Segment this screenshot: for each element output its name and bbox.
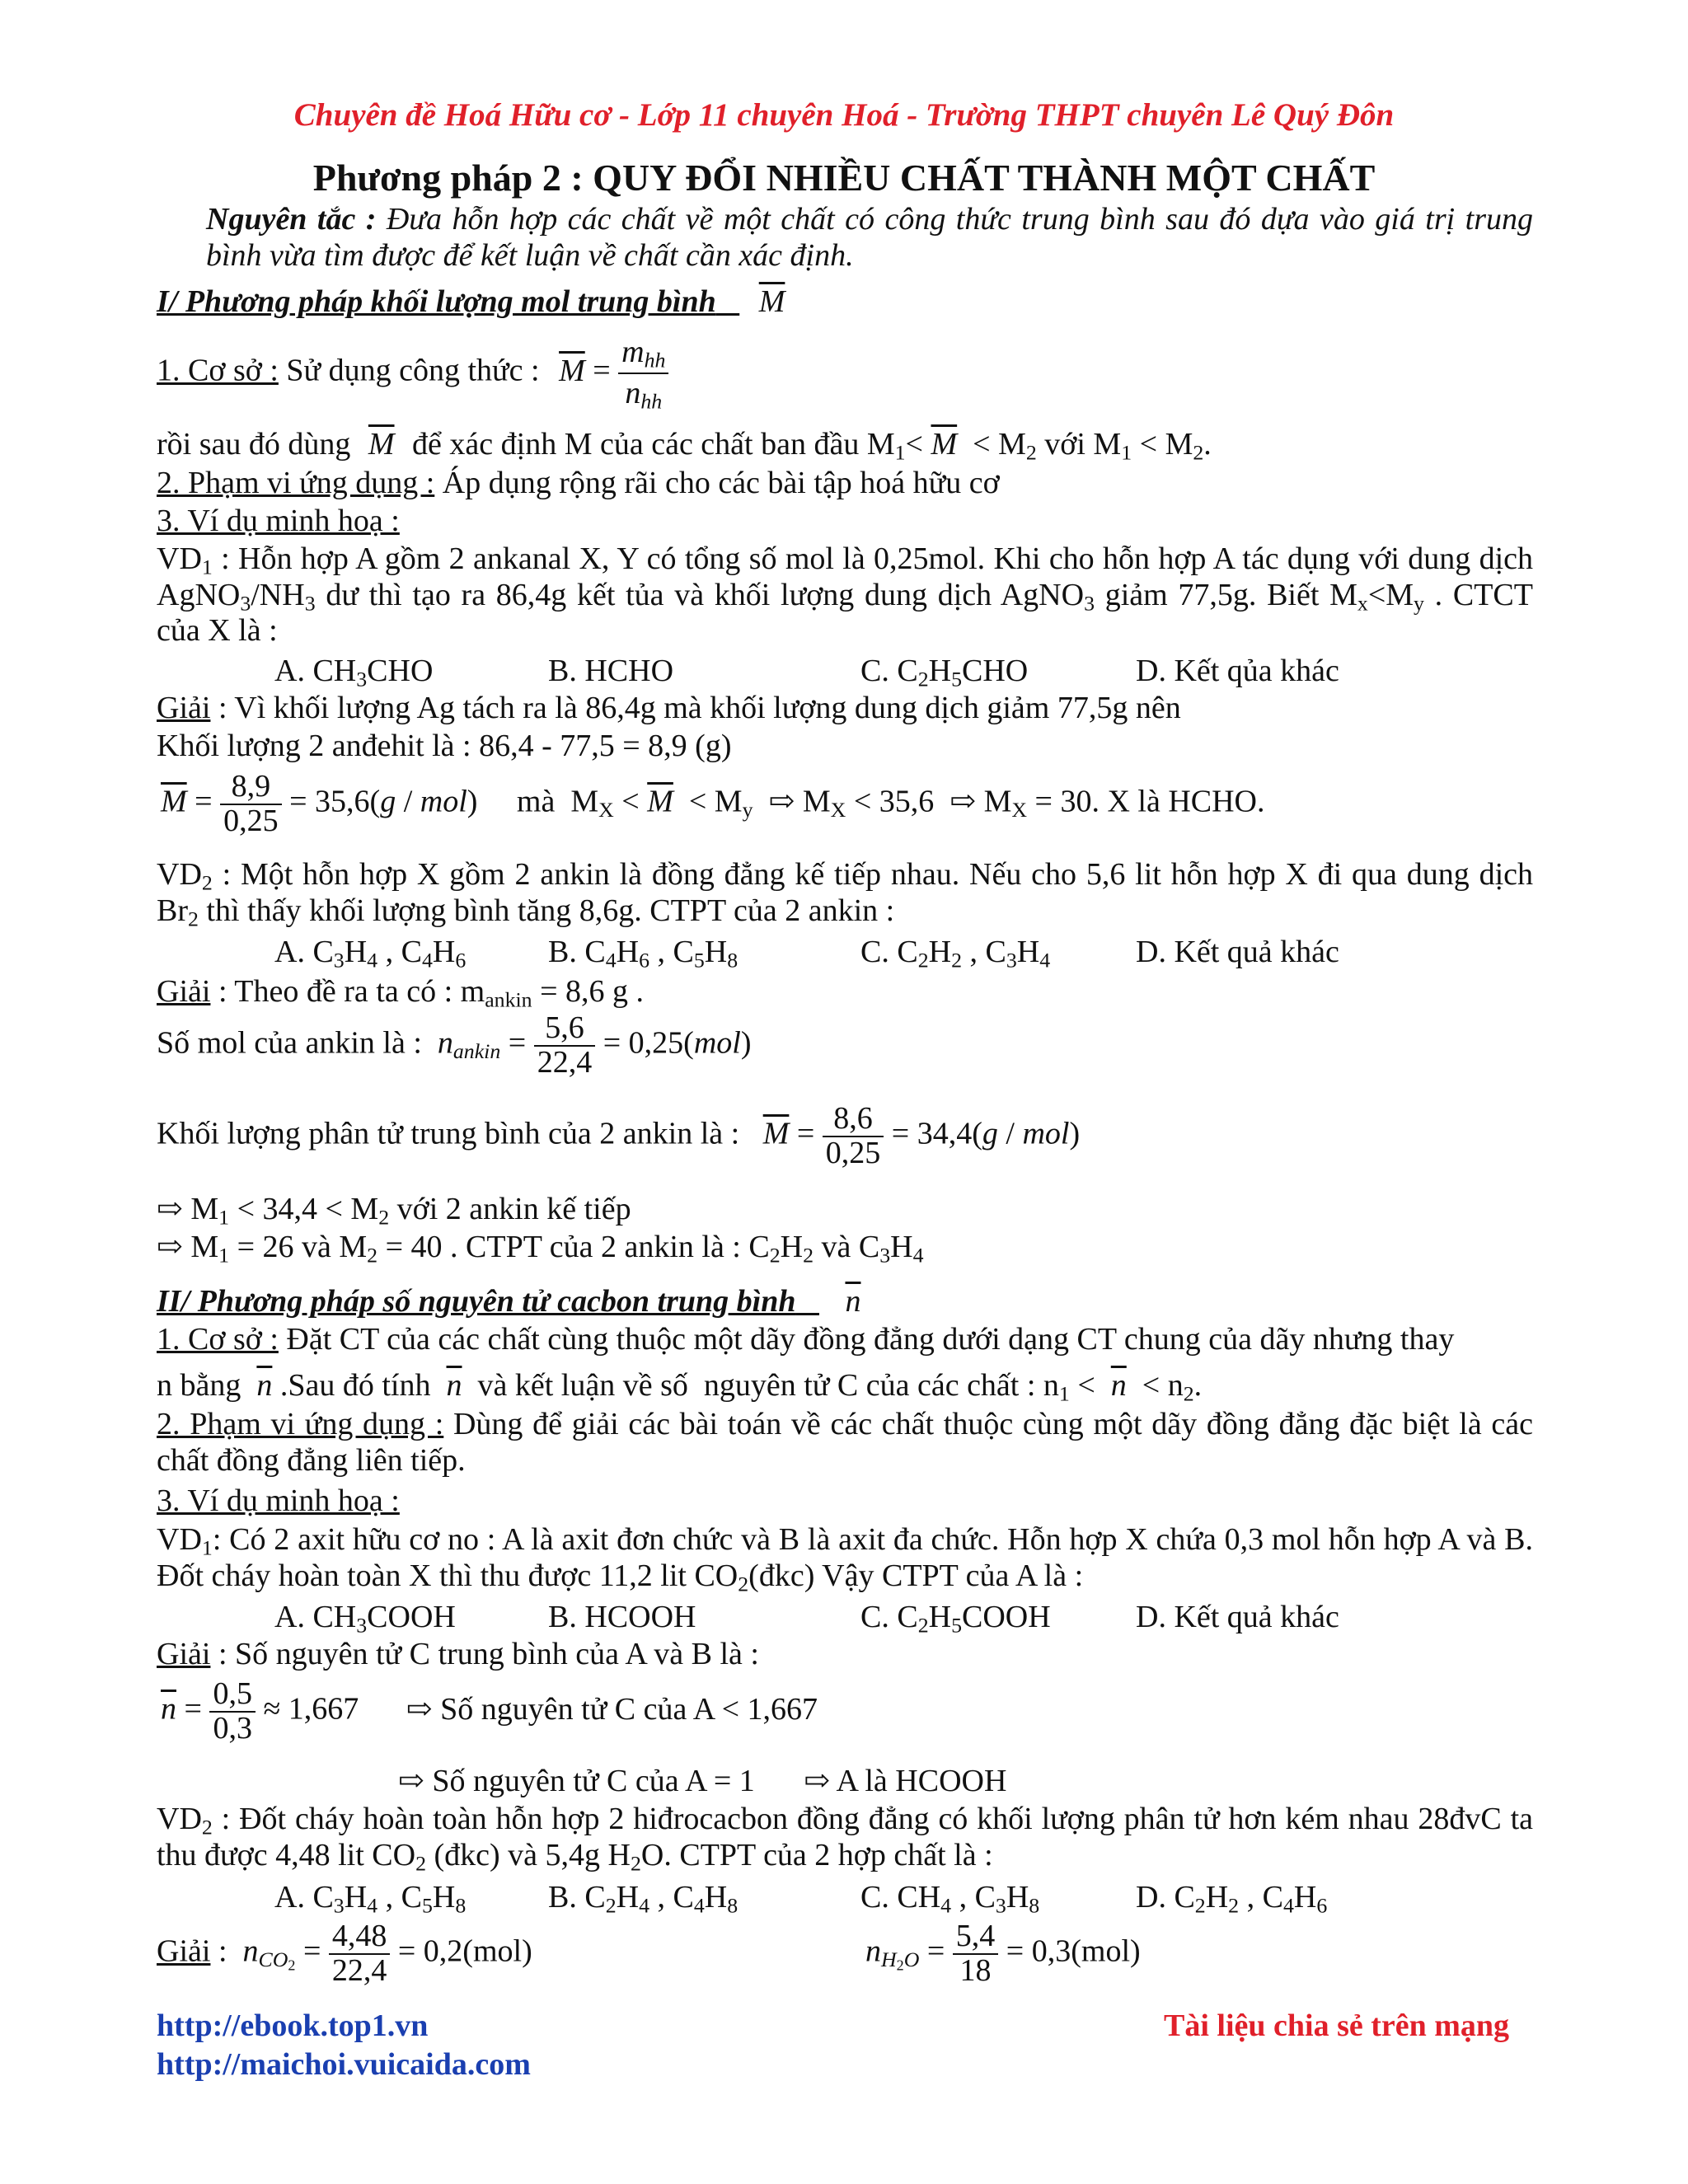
m-bar-symbol: $\overline{M}$ bbox=[758, 284, 785, 319]
s1-vd2-mol: Số mol của ankin là : $n_{ankin}$ = $\frac{5,6}{22,4}$ = 0,25(mol) bbox=[157, 1010, 752, 1080]
n-bar-symbol: $\overline{n}$ bbox=[845, 1284, 861, 1319]
section1-heading bbox=[157, 284, 785, 321]
s2-vd2-question: $VD_2$ : Đốt cháy hoàn toàn hỗn hợp 2 hiđrocacbon đồng đẳng có khối lượng phân tử hơn kém nhau 28đvC ta thu được 4,48 lit $CO_2$ (đkc) và 5,4g $H_2O$. CTPT của 2 hợp chất là : bbox=[157, 1802, 1533, 1876]
fraction: $\frac{5,6}{22,4}$ bbox=[534, 1012, 596, 1080]
section1-phamvi: 2. Phạm vi ứng dụng : Áp dụng rộng rãi cho các bài tập hoá hữu cơ bbox=[157, 466, 1000, 500]
coso-label: 1. Cơ sở : bbox=[157, 353, 279, 388]
footer-note: Tài liệu chia sẻ trên mạng bbox=[1164, 2008, 1510, 2043]
s1-vd1-giai-2: Khối lượng 2 anđehit là : 86,4 - 77,5 = 8,9 (g) bbox=[157, 729, 732, 763]
option-a: A. $C_3H_4$ , $C_5H_8$ bbox=[274, 1880, 467, 1918]
page-header: Chuyên đề Hoá Hữu cơ - Lớp 11 chuyên Hoá - Trường THPT chuyên Lê Quý Đôn bbox=[293, 97, 1395, 133]
s1-vd2-question: $VD_2$ : Một hỗn hợp X gồm 2 ankin là đồng đẳng kế tiếp nhau. Nếu cho 5,6 lit hỗn hợp X đi qua dung dịch $Br_2$ thì thấy khối lượng bình tăng 8,6g. CTPT của 2 ankin : bbox=[157, 857, 1533, 931]
s2-vd2-h2o: $n_{H_2O}$ = $\frac{5,4}{18}$ = 0,3(mol) bbox=[865, 1919, 1141, 1988]
option-d: D. $C_2H_2$ , $C_4H_6$ bbox=[1136, 1880, 1328, 1918]
formula-fraction: $\frac{m_{hh}}{n_{hh}}$ bbox=[618, 336, 668, 410]
s2-vd2-giai: Giải : $n_{CO_2}$ = $\frac{4,48}{22,4}$ = 0,2(mol) bbox=[157, 1919, 532, 1988]
section2-vidu-label: 3. Ví dụ minh hoạ : bbox=[157, 1483, 400, 1518]
principle-paragraph bbox=[206, 202, 1533, 274]
section2-phamvi: 2. Phạm vi ứng dụng : Dùng để giải các bài toán về các chất thuộc cùng một dãy đồng đẳng đặc biệt là các chất đồng đẳng liên tiếp. bbox=[157, 1407, 1533, 1478]
option-c: C. $C_2H_5CHO$ bbox=[860, 654, 1029, 691]
s1-vd2-c2: ⇨ $M_1 = 26$ và $M_2 = 40$ . CTPT của 2 ankin là : $C_2H_2$ và $C_3H_4$ bbox=[157, 1230, 924, 1268]
fraction: $\frac{4,48}{22,4}$ bbox=[329, 1920, 391, 1988]
s2-vd1-c2: ⇨ Số nguyên tử C của A = 1 ⇨ A là HCOOH bbox=[398, 1764, 1007, 1798]
principle-label: Nguyên tắc : bbox=[206, 202, 377, 237]
option-a: A. $CH_3COOH$ bbox=[274, 1600, 456, 1638]
coso-text: Sử dụng công thức : bbox=[286, 353, 540, 388]
section1-heading-text: I/ Phương pháp khối lượng mol trung bình bbox=[157, 284, 716, 319]
s1-vd2-mass: Khối lượng phân tử trung bình của 2 ankin là : $\overline{M}$ = $\frac{8,6}{0,25}$ = 34,4(g / mol) bbox=[157, 1101, 1081, 1170]
fraction: $\frac{8,9}{0,25}$ bbox=[220, 771, 282, 838]
option-b: B. HCOOH bbox=[548, 1600, 696, 1634]
option-d: D. Kết quả khác bbox=[1136, 1600, 1339, 1634]
s1-vd1-giai: Giải : Vì khối lượng Ag tách ra là 86,4g mà khối lượng dung dịch giảm 77,5g nên bbox=[157, 691, 1181, 725]
s2-vd1-question: $VD_1$: Có 2 axit hữu cơ no : A là axit đơn chức và B là axit đa chức. Hỗn hợp X chứa 0,3 mol hỗn hợp A và B. Đốt cháy hoàn toàn X thì thu được 11,2 lit $CO_2(đkc)$ Vậy CTPT của A là : bbox=[157, 1522, 1533, 1596]
section2-coso: 1. Cơ sở : Đặt CT của các chất cùng thuộc một dãy đồng đẳng dưới dạng CT chung của dãy nhưng thay bbox=[157, 1322, 1455, 1357]
option-c: C. $C_2H_5COOH$ bbox=[860, 1600, 1051, 1638]
section1-after-text: rồi sau đó dùng $\overline{M}$ để xác định M của các chất ban đầu $M_1< \overline{M} < M_2$ với $M_1 < M_2$. bbox=[157, 427, 1212, 465]
option-b: B. HCHO bbox=[548, 654, 674, 688]
s1-vd2-giai: Giải : Theo đề ra ta có : $m_{ankin} = 8,6$ g . bbox=[157, 974, 645, 1012]
option-c: C. $C_2H_2$ , $C_3H_4$ bbox=[860, 935, 1051, 972]
option-d: D. Kết quả khác bbox=[1136, 935, 1339, 969]
option-b: B. $C_4H_6$ , $C_5H_8$ bbox=[548, 935, 738, 972]
principle-text: Đưa hỗn hợp các chất về một chất có công thức trung bình sau đó dựa vào giá trị trung bình vừa tìm được để kết luận về chất cần xác định. bbox=[206, 202, 1533, 273]
section2-heading: II/ Phương pháp số nguyên tử cacbon trung bình $\overline{n}$ bbox=[157, 1284, 861, 1319]
fraction: $\frac{8,6}{0,25}$ bbox=[823, 1103, 884, 1170]
s2-vd1-giai: Giải : Số nguyên tử C trung bình của A và B là : bbox=[157, 1637, 759, 1671]
footer-link-maichoi[interactable]: http://maichoi.vuicaida.com bbox=[157, 2047, 531, 2082]
section1-coso: 1. Cơ sở : Sử dụng công thức : $\overline{M}$ = $\frac{m_{hh}}{n_{hh}}$ bbox=[157, 336, 668, 410]
fraction: $\frac{0,5}{0,3}$ bbox=[209, 1678, 256, 1746]
s1-vd2-c1: ⇨ $M_1 < 34,4 < M_2$ với 2 ankin kế tiếp bbox=[157, 1192, 631, 1230]
section1-vidu-label: 3. Ví dụ minh hoạ : bbox=[157, 504, 400, 538]
page-title: Phương pháp 2 : QUY ĐỔI NHIỀU CHẤT THÀNH MỘT CHẤT bbox=[312, 157, 1376, 199]
option-a: A. $C_3H_4$ , $C_4H_6$ bbox=[274, 935, 467, 972]
option-c: C. $CH_4$ , $C_3H_8$ bbox=[860, 1880, 1040, 1918]
option-a: A. $CH_3CHO$ bbox=[274, 654, 434, 691]
option-d: D. Kết qủa khác bbox=[1136, 654, 1339, 688]
section2-coso-2: n bằng $\overline{n}$ .Sau đó tính $\overline{n}$ và kết luận về số nguyên tử C của các chất : $n_1 < \overline{n} < n_2$. bbox=[157, 1368, 1203, 1406]
option-b: B. $C_2H_4$ , $C_4H_8$ bbox=[548, 1880, 738, 1918]
s2-vd1-calc: $\overline{n}$ = $\frac{0,5}{0,3}$ ≈ 1,667 ⇨ Số nguyên tử C của A < 1,667 bbox=[161, 1676, 818, 1746]
s1-vd1-question: $VD_1$ : Hỗn hợp A gồm 2 ankanal X, Y có tổng số mol là 0,25mol. Khi cho hỗn hợp A tác dụng với dung dịch $AgNO_3/NH_3$ dư thì tạo ra 86,4g kết tủa và khối lượng dung dịch AgNO$_3$ giảm 77,5g. Biết $M_x<M_y$ . CTCT của X là : bbox=[157, 541, 1533, 649]
fraction: $\frac{5,4}{18}$ bbox=[953, 1920, 999, 1988]
footer-link-ebook[interactable]: http://ebook.top1.vn bbox=[157, 2008, 429, 2043]
s1-vd1-calc: $\overline{M}$ = $\frac{8,9}{0,25}$ = 35,6(g / mol) mà $M_X < \overline{M} < M_y$ ⇨ $M_X < 35,6$ ⇨ $M_X = 30$. X là HCHO. bbox=[161, 769, 1265, 838]
